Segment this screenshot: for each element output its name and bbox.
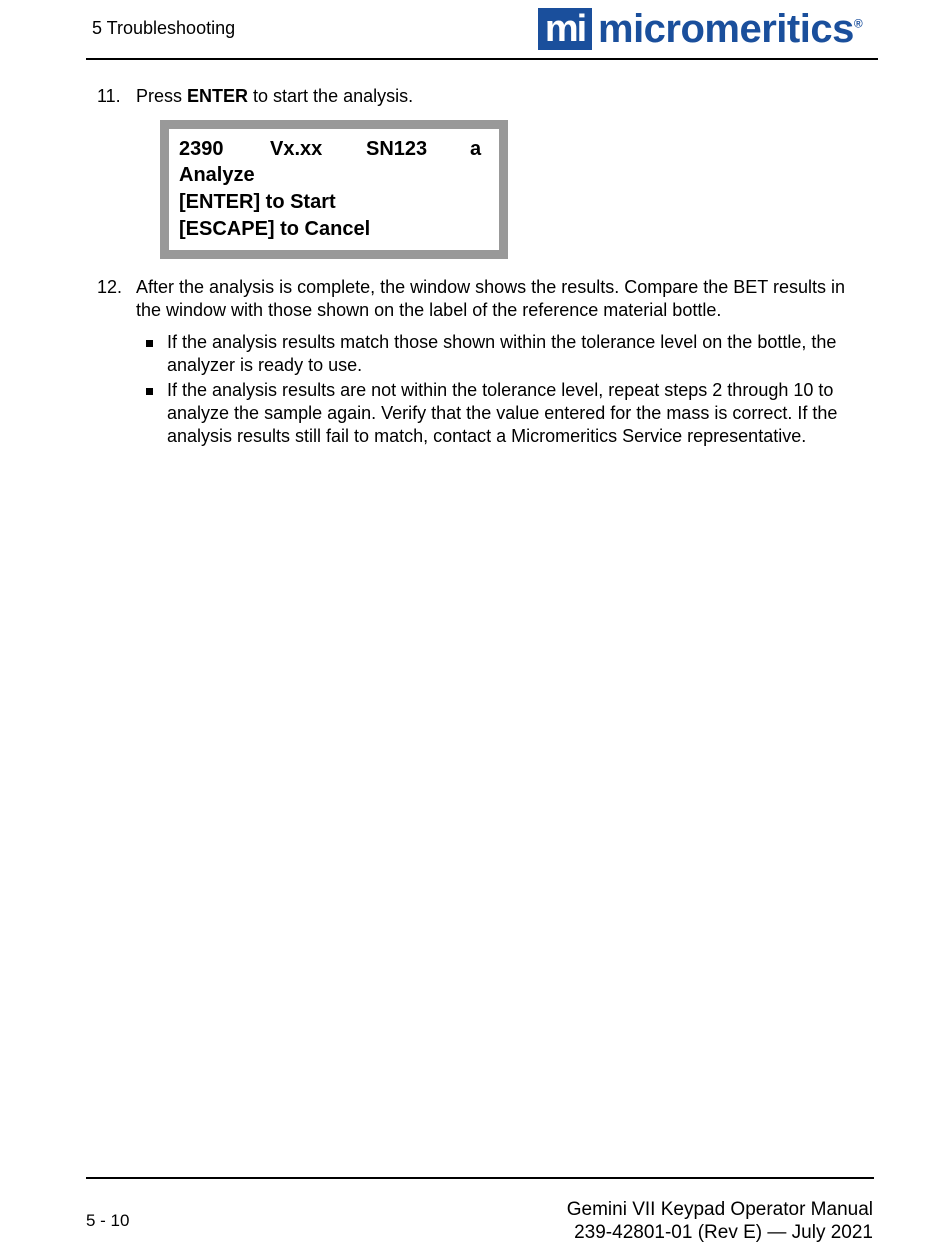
list-item-text: If the analysis results are not within the tolerance level, repeat steps 2 through 10 to analyze the sample again. Verify that the value entered for the mass is correct. If the analysis results still fail to match, contact a Micromeritics Service representative. [167,380,838,446]
step-text-pre: Press [136,86,188,106]
step-text: After the analysis is complete, the window shows the results. Compare the BET results in the window with those shown on the label of the reference material bottle. [136,277,845,320]
list-item-text: If the analysis results match those shown within the tolerance level on the bottle, the analyzer is ready to use. [167,332,837,375]
result-bullet-list [146,331,861,450]
list-item [146,331,861,377]
logo-wordmark [598,7,862,52]
step-number: 11. [97,86,121,106]
square-bullet-icon [146,340,153,347]
document-number: 239-42801-01 (Rev E) — July 2021 [574,1222,873,1243]
step-number: 12. [97,277,123,297]
logo-registered-mark: ® [853,16,863,31]
lcd-model: 2390 [179,138,224,160]
lcd-status: a [470,138,482,160]
lcd-display [160,120,508,259]
logo-text: micromeritics [598,6,854,51]
micromeritics-logo [538,6,862,52]
lcd-line-3: [ENTER] to Start [179,191,336,213]
page-number: 5 - 10 [86,1211,130,1230]
lcd-serial: SN123 [366,138,428,160]
square-bullet-icon [146,388,153,395]
header-section-title: 5 Troubleshooting [92,18,236,38]
step-text [136,85,413,108]
lcd-version: Vx.xx [270,138,323,160]
footer-doc-info [567,1198,873,1244]
step-text-post: to start the analysis. [248,86,414,106]
logo-mark-icon: mi [538,8,592,50]
manual-title: Gemini VII Keypad Operator Manual [566,1199,873,1220]
footer-divider [86,1177,874,1179]
header-divider [86,58,878,60]
key-name: ENTER [187,86,249,106]
lcd-line-2: Analyze [179,164,255,186]
lcd-line-4: [ESCAPE] to Cancel [179,218,371,240]
list-item [146,379,861,448]
